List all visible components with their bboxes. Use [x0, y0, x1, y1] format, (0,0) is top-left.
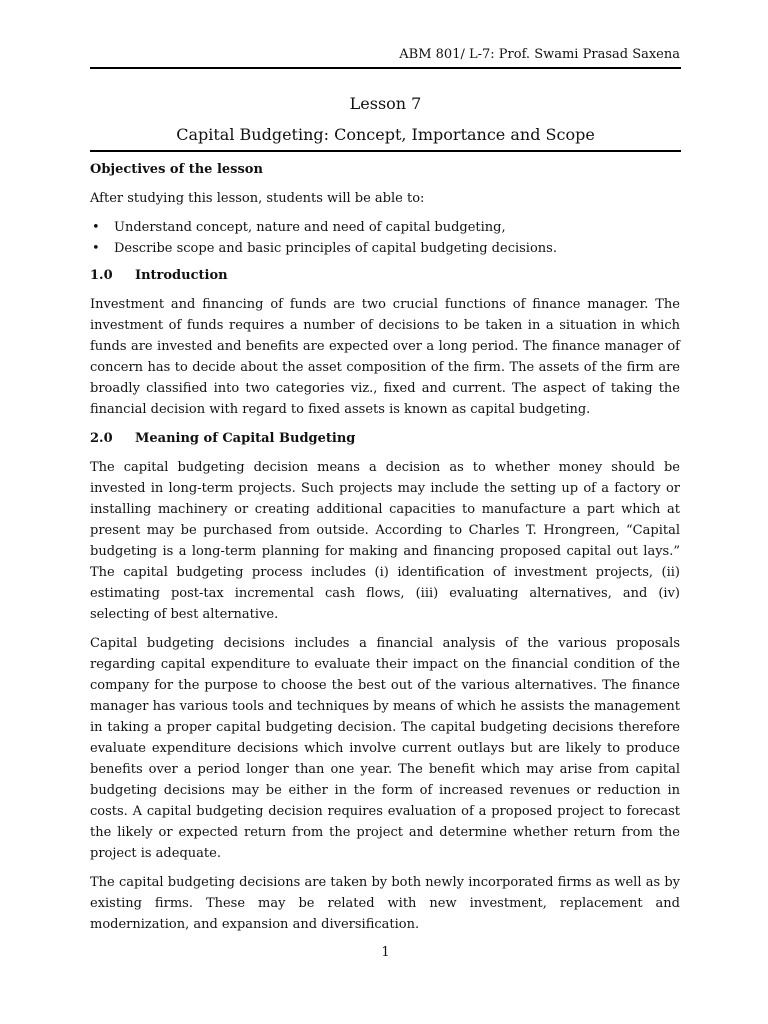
- section-title: Introduction: [135, 268, 228, 283]
- objectives-heading: Objectives of the lesson: [90, 162, 263, 177]
- objectives-intro: After studying this lesson, students will be able to:: [90, 191, 425, 206]
- lesson-number: Lesson 7: [349, 94, 422, 113]
- objectives-list: [90, 217, 680, 259]
- paragraph: Capital budgeting decisions includes a financial analysis of the various proposals regarding capital expenditure to evaluate their impact on the financial condition of the company for the purpose to choose the best out of the various alternatives. The finance manager has various tools and techniques by means of which he assists the management in taking a proper capital budgeting decision. The capital budgeting decisions therefore evaluate expenditure decisions which involve current outlays but are likely to produce benefits over a period longer than one year. The benefit which may arise from capital budgeting decisions may be either in the form of increased revenues or reduction in costs. A capital budgeting decision requires evaluation of a proposed project to forecast the likely or expected return from the project and determine whether return from the project is adequate.: [90, 636, 680, 861]
- title-rule: [90, 150, 681, 152]
- bullet-icon: •: [92, 220, 100, 235]
- section-title: Meaning of Capital Budgeting: [135, 431, 356, 446]
- section-number: 2.0: [90, 431, 113, 446]
- section-heading-meaning: [90, 428, 680, 449]
- lesson-body: [90, 159, 680, 943]
- section-heading-introduction: [90, 265, 680, 286]
- objective-text: Understand concept, nature and need of capital budgeting,: [114, 220, 506, 235]
- objective-text: Describe scope and basic principles of capital budgeting decisions.: [114, 241, 557, 256]
- lesson-title: Capital Budgeting: Concept, Importance and Scope: [176, 125, 595, 144]
- objective-item: [90, 217, 680, 238]
- paragraph: The capital budgeting decisions are taken by both newly incorporated firms as well as by existing firms. These may be related with new investment, replacement and modernization, and expansion and diversification.: [90, 875, 680, 932]
- page-number: 1: [381, 945, 390, 960]
- header-rule: [90, 67, 681, 69]
- objective-item: [90, 238, 680, 259]
- paragraph: Investment and financing of funds are two crucial functions of finance manager. The investment of funds requires a number of decisions to be taken in a situation in which funds are invested and benefits are expected over a long period. The finance manager of concern has to decide about the asset composition of the firm. The assets of the firm are broadly classified into two categories viz., fixed and current. The aspect of taking the financial decision with regard to fixed assets is known as capital budgeting.: [90, 297, 680, 417]
- bullet-icon: •: [92, 241, 100, 256]
- paragraph: The capital budgeting decision means a decision as to whether money should be invested in long-term projects. Such projects may include the setting up of a factory or installing machinery or creating additional capacities to manufacture a part which at present may be purchased from outside. According to Charles T. Hrongreen, “Capital budgeting is a long-term planning for making and financing proposed capital out lays.” The capital budgeting process includes (i) identification of investment projects, (ii) estimating post-tax incremental cash flows, (iii) evaluating alternatives, and (iv) selecting of best alternative.: [90, 460, 680, 622]
- section-number: 1.0: [90, 268, 113, 283]
- running-header: ABM 801/ L-7: Prof. Swami Prasad Saxena: [399, 47, 680, 62]
